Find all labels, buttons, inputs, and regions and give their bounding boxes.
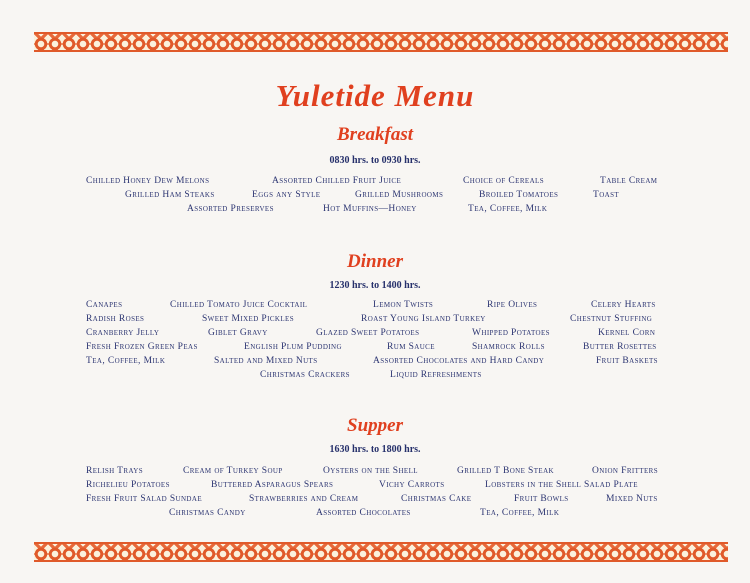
- menu-item: Fresh Fruit Salad Sundae: [86, 494, 203, 504]
- menu-item: Chilled Honey Dew Melons: [86, 176, 210, 186]
- menu-item: Canapes: [86, 300, 123, 310]
- menu-item: Tea, Coffee, Milk: [468, 204, 548, 214]
- decorative-border-bottom: [34, 542, 728, 562]
- menu-item: Table Cream: [600, 176, 658, 186]
- menu-item: Broiled Tomatoes: [479, 190, 559, 200]
- menu-item: Assorted Chilled Fruit Juice: [272, 176, 402, 186]
- menu-item: Christmas Crackers: [260, 370, 350, 380]
- breakfast-title: Breakfast: [337, 124, 413, 145]
- supper-hours: 1630 hrs. to 1800 hrs.: [329, 444, 421, 455]
- menu-item: Salted and Mixed Nuts: [214, 356, 318, 366]
- breakfast-hours: 0830 hrs. to 0930 hrs.: [329, 155, 421, 166]
- menu-item: Rum Sauce: [387, 342, 435, 352]
- dinner-title: Dinner: [347, 251, 403, 272]
- dinner-hours: 1230 hrs. to 1400 hrs.: [329, 280, 421, 291]
- menu-item: Vichy Carrots: [379, 480, 445, 490]
- menu-item: Shamrock Rolls: [472, 342, 545, 352]
- menu-item: Grilled T Bone Steak: [457, 466, 554, 476]
- menu-item: Liquid Refreshments: [390, 370, 482, 380]
- menu-item: Buttered Asparagus Spears: [211, 480, 334, 490]
- menu-item: Cream of Turkey Soup: [183, 466, 283, 476]
- menu-item: Chestnut Stuffing: [570, 314, 653, 324]
- menu-item: Assorted Chocolates and Hard Candy: [373, 356, 545, 366]
- menu-item: Giblet Gravy: [208, 328, 268, 338]
- menu-item: Kernel Corn: [598, 328, 656, 338]
- menu-item: Relish Trays: [86, 466, 144, 476]
- menu-item: Christmas Candy: [169, 508, 246, 518]
- menu-item: Richelieu Potatoes: [86, 480, 170, 490]
- decorative-border-top: [34, 32, 728, 52]
- menu-item: Celery Hearts: [591, 300, 656, 310]
- menu-item: Lemon Twists: [373, 300, 434, 310]
- menu-item: Roast Young Island Turkey: [361, 314, 486, 324]
- menu-item: Whipped Potatoes: [472, 328, 550, 338]
- menu-item: English Plum Pudding: [244, 342, 342, 352]
- menu-item: Strawberries and Cream: [249, 494, 359, 504]
- menu-item: Assorted Chocolates: [316, 508, 411, 518]
- menu-item: Fresh Frozen Green Peas: [86, 342, 198, 352]
- menu-item: Mixed Nuts: [606, 494, 658, 504]
- menu-item: Christmas Cake: [401, 494, 472, 504]
- menu-item: Choice of Cereals: [463, 176, 545, 186]
- menu-item: Glazed Sweet Potatoes: [316, 328, 420, 338]
- menu-item: Onion Fritters: [592, 466, 659, 476]
- menu-item: Oysters on the Shell: [323, 466, 418, 476]
- menu-item: Hot Muffins—Honey: [323, 204, 417, 214]
- menu-item: Eggs any Style: [252, 190, 321, 200]
- menu-item: Lobsters in the Shell Salad Plate: [485, 480, 638, 490]
- menu-item: Grilled Ham Steaks: [125, 190, 215, 200]
- menu-item: Ripe Olives: [487, 300, 538, 310]
- supper-title: Supper: [347, 415, 403, 436]
- menu-item: Grilled Mushrooms: [355, 190, 444, 200]
- menu-item: Radish Roses: [86, 314, 145, 324]
- menu-item: Toast: [593, 190, 620, 200]
- menu-item: Butter Rosettes: [583, 342, 657, 352]
- menu-item: Chilled Tomato Juice Cocktail: [170, 300, 308, 310]
- menu-item: Sweet Mixed Pickles: [202, 314, 295, 324]
- menu-item: Fruit Baskets: [596, 356, 658, 366]
- menu-item: Tea, Coffee, Milk: [86, 356, 166, 366]
- menu-item: Tea, Coffee, Milk: [480, 508, 560, 518]
- menu-title: Yuletide Menu: [275, 78, 475, 113]
- menu-item: Cranberry Jelly: [86, 328, 160, 338]
- menu-item: Assorted Preserves: [187, 204, 274, 214]
- menu-item: Fruit Bowls: [514, 494, 569, 504]
